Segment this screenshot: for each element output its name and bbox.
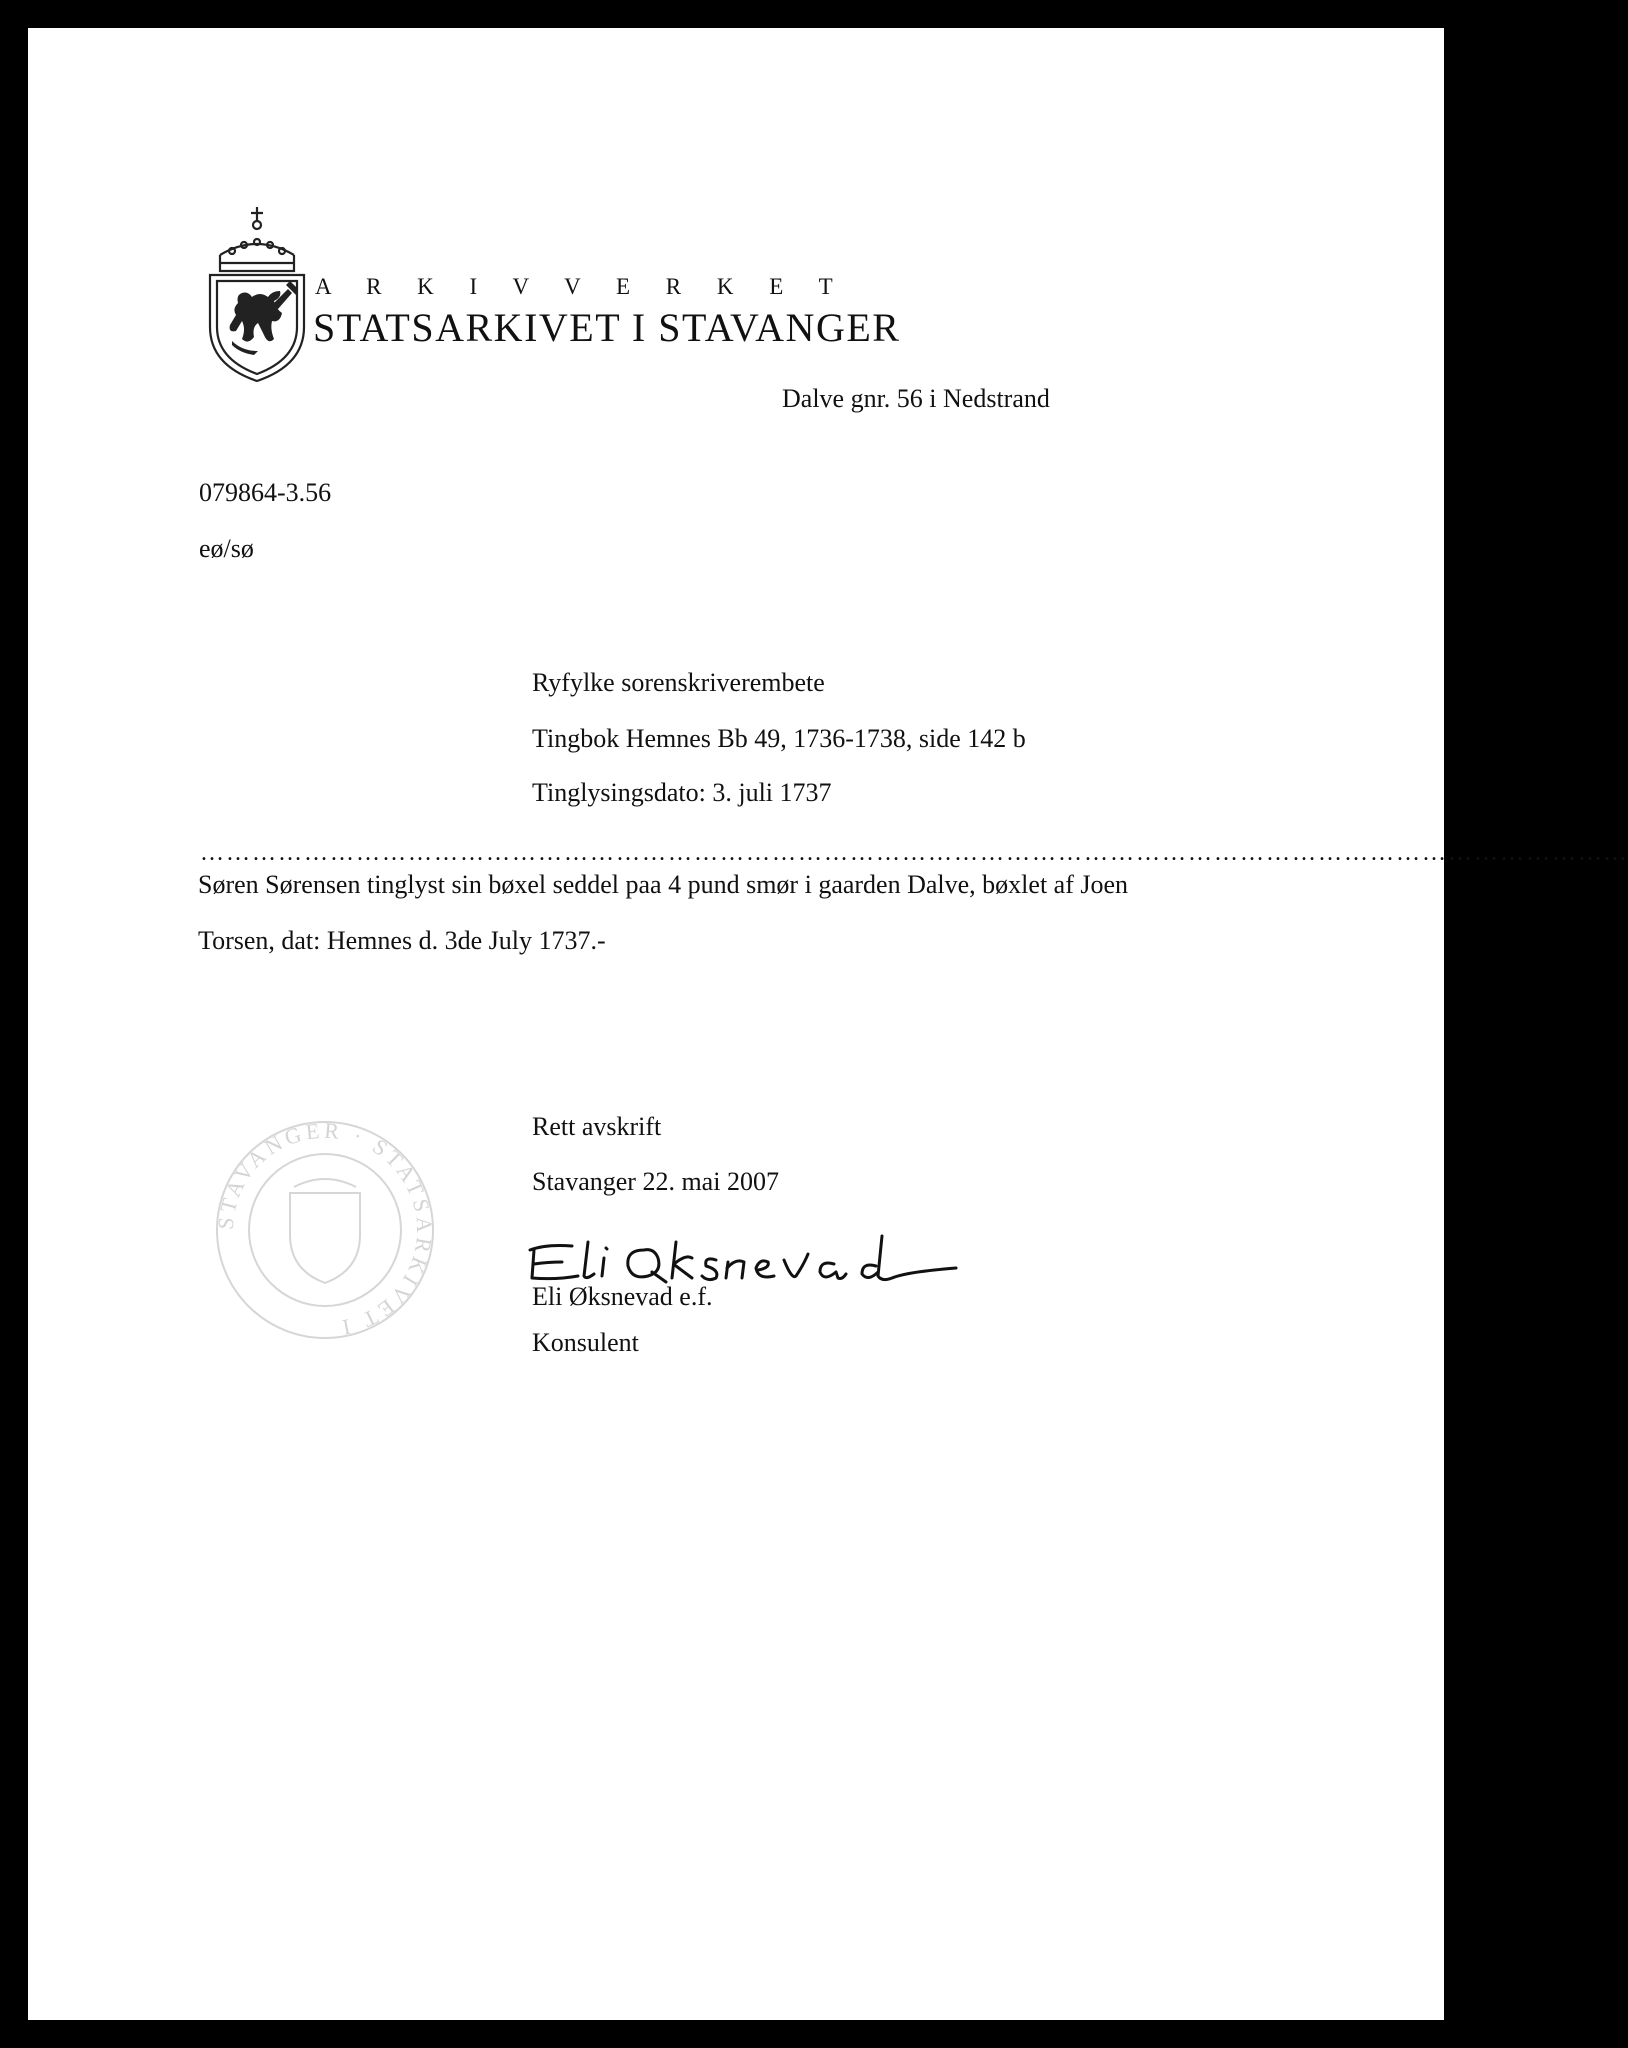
signatory-name: Eli Øksnevad e.f. (532, 1282, 713, 1311)
body-text-line-2: Torsen, dat: Hemnes d. 3de July 1737.- (198, 926, 606, 955)
certification-statement: Rett avskrift (532, 1112, 662, 1141)
body-text-line-1: Søren Sørensen tinglyst sin bøxel seddel paa 4 pund smør i gaarden Dalve, bøxlet af Joen (198, 870, 1129, 899)
seal-text: STAVANGER · STATSARKIVET I (212, 1117, 438, 1341)
reference-number: 079864-3.56 (199, 478, 332, 507)
institution-name: STATSARKIVET I STAVANGER (313, 305, 901, 350)
reference-initials: eø/sø (199, 534, 254, 563)
separator-line: ………………………………………………………………………………………………………………………………………………... (200, 840, 1628, 866)
svg-text:STAVANGER · STATSARKIVET I (213, 1118, 438, 1341)
source-office: Ryfylke sorenskriverembete (532, 668, 825, 697)
embossed-seal-icon (210, 1115, 440, 1345)
handwritten-signature (526, 1228, 966, 1290)
document-page (28, 28, 1628, 2020)
source-book: Tingbok Hemnes Bb 49, 1736-1738, side 142 b (532, 724, 1026, 753)
registration-date: Tinglysingsdato: 3. juli 1737 (532, 778, 832, 807)
coat-of-arms-icon (202, 205, 312, 383)
organization-name: A R K I V V E R K E T (315, 274, 848, 299)
property-title: Dalve gnr. 56 i Nedstrand (782, 384, 1050, 413)
certification-place-date: Stavanger 22. mai 2007 (532, 1167, 779, 1196)
signatory-title: Konsulent (532, 1328, 639, 1357)
